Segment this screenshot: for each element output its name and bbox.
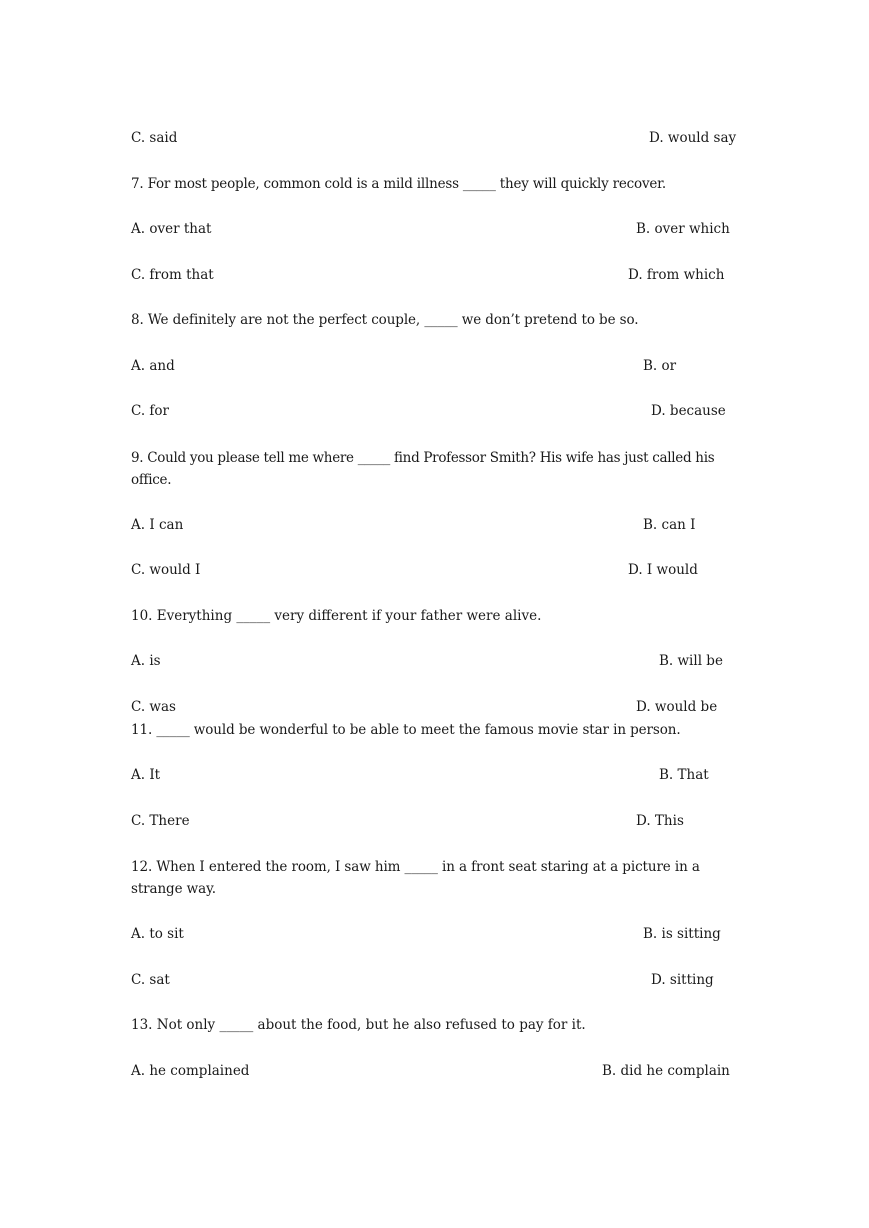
option-10c: C. was	[131, 699, 176, 715]
option-8a: A. and	[131, 358, 175, 374]
option-8c: C. for	[131, 403, 170, 419]
question-11: 11. _____ would be wonderful to be able to meet the famous movie star in person.	[131, 722, 681, 738]
option-9c: C. would I	[131, 562, 201, 578]
option-10b: B. will be	[659, 653, 723, 669]
option-12c: C. sat	[131, 972, 170, 988]
option-11d: D. This	[636, 813, 684, 829]
question-10: 10. Everything _____ very different if your father were alive.	[131, 608, 542, 624]
option-9a: A. I can	[131, 517, 184, 533]
option-11a: A. It	[131, 767, 161, 783]
option-7a: A. over that	[131, 221, 212, 237]
option-7b: B. over which	[636, 221, 730, 237]
question-7: 7. For most people, common cold is a mild illness _____ they will quickly recover.	[131, 176, 667, 192]
question-8: 8. We definitely are not the perfect couple, _____ we don’t pretend to be so.	[131, 312, 639, 328]
option-11b: B. That	[659, 767, 709, 783]
question-13: 13. Not only _____ about the food, but he also refused to pay for it.	[131, 1017, 586, 1033]
option-12d: D. sitting	[651, 972, 714, 988]
option-8b: B. or	[643, 358, 677, 374]
option-10a: A. is	[131, 653, 161, 669]
option-8d: D. because	[651, 403, 726, 419]
option-10d: D. would be	[636, 699, 718, 715]
option-6d: D. would say	[649, 130, 737, 146]
option-9b: B. can I	[643, 517, 696, 533]
option-9d: D. I would	[628, 562, 698, 578]
option-12b: B. is sitting	[643, 926, 721, 942]
option-7d: D. from which	[628, 267, 725, 283]
question-12: 12. When I entered the room, I saw him _____ in a front seat staring at a picture in a strange way.	[131, 859, 700, 897]
option-13b: B. did he complain	[602, 1063, 730, 1079]
option-13a: A. he complained	[131, 1063, 250, 1079]
question-9: 9. Could you please tell me where _____ find Professor Smith? His wife has just called his office.	[131, 450, 715, 488]
option-12a: A. to sit	[131, 926, 184, 942]
option-11c: C. There	[131, 813, 190, 829]
option-7c: C. from that	[131, 267, 214, 283]
option-6c: C. said	[131, 130, 178, 146]
